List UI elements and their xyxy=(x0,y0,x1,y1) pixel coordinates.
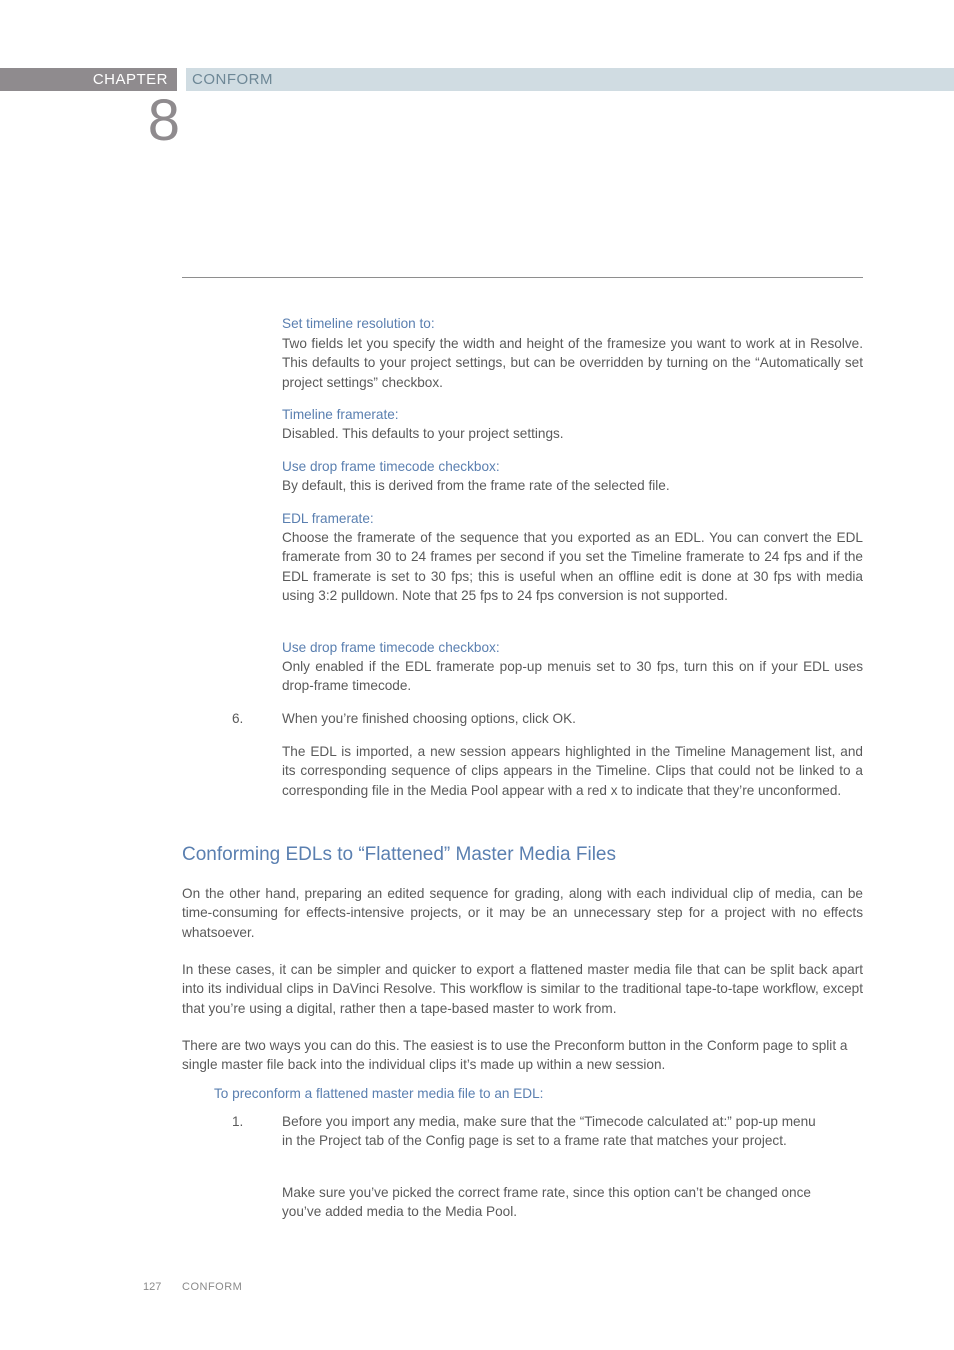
setting-desc-drop-frame: By default, this is derived from the frame rate of the selected file. xyxy=(282,478,670,493)
body-paragraph: There are two ways you can do this. The easiest is to use the Preconform button in the Conform page to split a single master file back into the individual clips it’s made up within a new session. xyxy=(182,1038,848,1073)
header-divider xyxy=(182,277,863,278)
setting-desc-resolution: Two fields let you specify the width and height of the framesize you want to work at in Resolve. This defaults to your project settings, but can be overridden by turning on the “Automatically set project settings” checkbox. xyxy=(282,336,863,390)
section-heading: Conforming EDLs to “Flattened” Master Media Files xyxy=(182,844,616,865)
setting-term-edl-drop-frame: Use drop frame timecode checkbox: xyxy=(282,640,500,655)
step-text: When you’re finished choosing options, click OK. xyxy=(282,711,576,726)
chapter-number: 8 xyxy=(147,88,180,153)
setting-desc-timeline-framerate: Disabled. This defaults to your project settings. xyxy=(282,426,564,441)
setting-term-resolution: Set timeline resolution to: xyxy=(282,316,435,331)
step-text: Before you import any media, make sure that the “Timecode calculated at:” pop-up menu in the Project tab of the Config page is set to a frame rate that matches your project. xyxy=(282,1114,816,1149)
setting-term-drop-frame: Use drop frame timecode checkbox: xyxy=(282,459,500,474)
step-followup: Make sure you’ve picked the correct frame rate, since this option can’t be changed once you’ve added media to the Media Pool. xyxy=(282,1185,811,1220)
body-paragraph: In these cases, it can be simpler and quicker to export a flattened master media file that can be split back apart into its individual clips in DaVinci Resolve. This workflow is similar to the traditional tape-to-tape workflow, except that you’re using a digital, rather then a tape-based master to work from. xyxy=(182,962,863,1016)
page-number: 127 xyxy=(143,1281,162,1293)
step-followup: The EDL is imported, a new session appears highlighted in the Timeline Management list, and its corresponding sequence of clips appears in the Timeline. Clips that could not be linked to a corresponding file in the Media Pool appear with a red x to indicate that they’re unconformed. xyxy=(282,744,863,798)
chapter-title: CONFORM xyxy=(186,68,954,91)
step-number: 1. xyxy=(232,1114,244,1129)
setting-desc-edl-drop-frame: Only enabled if the EDL framerate pop-up menuis set to 30 fps, turn this on if your EDL uses drop-frame timecode. xyxy=(282,659,863,694)
setting-desc-edl-framerate: Choose the framerate of the sequence that you exported as an EDL. You can convert the EDL framerate from 30 to 24 frames per second if you set the Timeline framerate to 24 fps and if the EDL framerate is set to 30 fps; this is useful when an offline edit is done at 30 fps with media using 3:2 pulldown. Note that 25 fps to 24 fps conversion is not supported. xyxy=(282,530,863,603)
footer-title: CONFORM xyxy=(182,1281,243,1293)
procedure-title: To preconform a flattened master media file to an EDL: xyxy=(214,1086,544,1101)
step-number: 6. xyxy=(232,711,244,726)
setting-term-edl-framerate: EDL framerate: xyxy=(282,511,374,526)
body-paragraph: On the other hand, preparing an edited sequence for grading, along with each individual clip of media, can be time-consuming for effects-intensive projects, or it may be an unnecessary step for a project with no effects whatsoever. xyxy=(182,886,863,940)
chapter-label: CHAPTER xyxy=(0,68,177,91)
setting-term-timeline-framerate: Timeline framerate: xyxy=(282,407,399,422)
